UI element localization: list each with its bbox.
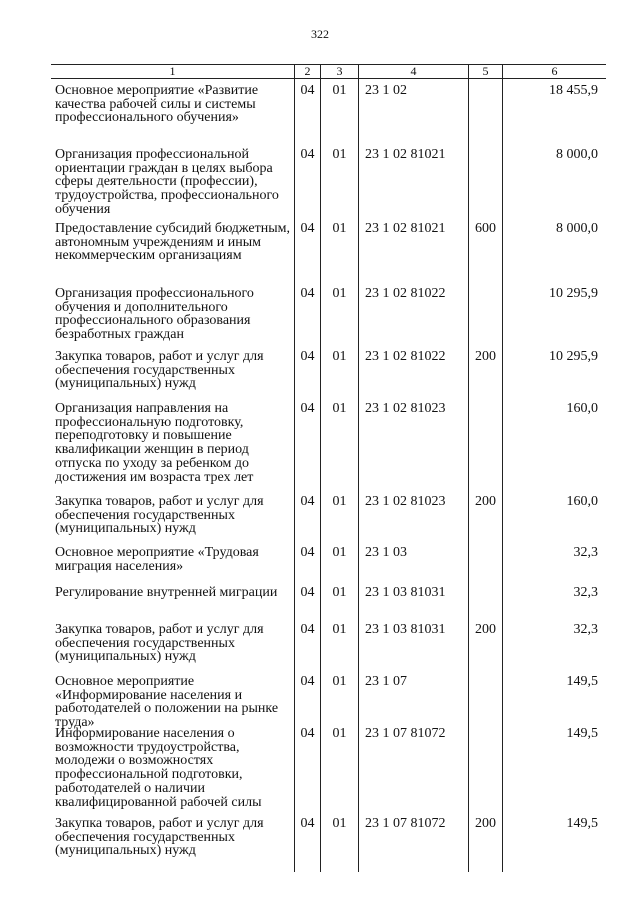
row-description: Закупка товаров, работ и услуг для обеспечения государственных (муниципальных) нужд <box>55 494 264 537</box>
row-col-5 <box>468 397 502 490</box>
row-amount: 160,0 <box>502 490 606 541</box>
table-row <box>51 581 606 618</box>
row-amount: 8 000,0 <box>502 143 606 217</box>
row-col-5: 200 <box>468 812 502 864</box>
row-col-5 <box>468 282 502 345</box>
row-col-5 <box>468 722 502 812</box>
row-col-2: 04 <box>294 812 320 864</box>
table-row <box>51 345 606 397</box>
row-description: Основное мероприятие «Информирование населения и работодателей о положении на рынке труда» <box>55 674 279 731</box>
row-col-4: 23 1 03 81031 <box>358 581 468 618</box>
row-description: Организация профессионального обучения и дополнительного профессионального образования безработных граждан <box>55 286 254 343</box>
row-col-3: 01 <box>320 541 358 581</box>
row-col-3: 01 <box>320 722 358 812</box>
row-col-5: 200 <box>468 345 502 397</box>
row-col-4: 23 1 03 <box>358 541 468 581</box>
row-col-4: 23 1 07 <box>358 670 468 722</box>
row-col-3: 01 <box>320 345 358 397</box>
row-col-4: 23 1 07 81072 <box>358 722 468 812</box>
row-col-2: 04 <box>294 282 320 345</box>
table-header <box>51 64 606 79</box>
row-col-5: 200 <box>468 490 502 541</box>
row-amount: 8 000,0 <box>502 217 606 282</box>
table-row <box>51 722 606 812</box>
table-body <box>51 79 606 864</box>
header-col-6: 6 <box>502 65 606 78</box>
row-col-4: 23 1 02 81022 <box>358 282 468 345</box>
row-col-3: 01 <box>320 812 358 864</box>
table-row <box>51 490 606 541</box>
row-description: Организация направления на профессиональную подготовку, переподготовку и повышение квалификации женщин в период отпуска по уходу за ребенком до достижения им возраста трех лет <box>55 401 254 485</box>
table-row <box>51 282 606 345</box>
row-col-2: 04 <box>294 345 320 397</box>
row-description: Предоставление субсидий бюджетным, автономным учреждениям и иным некоммерческим организациям <box>55 221 291 264</box>
row-description: Регулирование внутренней миграции <box>55 585 278 600</box>
table-row <box>51 397 606 490</box>
row-col-3: 01 <box>320 143 358 217</box>
row-col-2: 04 <box>294 581 320 618</box>
row-col-4: 23 1 02 81023 <box>358 397 468 490</box>
row-amount: 10 295,9 <box>502 345 606 397</box>
row-col-4: 23 1 02 81021 <box>358 217 468 282</box>
row-amount: 160,0 <box>502 397 606 490</box>
row-amount: 32,3 <box>502 541 606 581</box>
row-col-2: 04 <box>294 143 320 217</box>
row-col-5 <box>468 143 502 217</box>
row-col-2: 04 <box>294 618 320 670</box>
row-description: Основное мероприятие «Развитие качества рабочей силы и системы профессионального обучения» <box>55 83 259 126</box>
row-amount: 32,3 <box>502 581 606 618</box>
row-col-3: 01 <box>320 217 358 282</box>
row-col-3: 01 <box>320 79 358 143</box>
row-col-2: 04 <box>294 217 320 282</box>
table-row <box>51 670 606 731</box>
row-col-2: 04 <box>294 670 320 722</box>
row-amount: 149,5 <box>502 722 606 812</box>
row-col-3: 01 <box>320 581 358 618</box>
row-col-3: 01 <box>320 618 358 670</box>
table-row <box>51 812 606 864</box>
row-description: Закупка товаров, работ и услуг для обеспечения государственных (муниципальных) нужд <box>55 622 264 665</box>
budget-table <box>51 64 606 872</box>
row-amount: 10 295,9 <box>502 282 606 345</box>
row-description: Основное мероприятие «Трудовая миграция населения» <box>55 545 259 574</box>
table-row <box>51 618 606 670</box>
row-col-2: 04 <box>294 541 320 581</box>
row-description: Организация профессиональной ориентации граждан в целях выбора сферы деятельности (профессии), трудоустройства, профессионального обучения <box>55 147 279 217</box>
row-col-4: 23 1 02 81023 <box>358 490 468 541</box>
row-col-3: 01 <box>320 490 358 541</box>
row-col-2: 04 <box>294 397 320 490</box>
header-col-4: 4 <box>358 65 468 78</box>
row-col-3: 01 <box>320 397 358 490</box>
header-col-1: 1 <box>169 64 176 78</box>
row-amount: 149,5 <box>502 670 606 722</box>
row-amount: 18 455,9 <box>502 79 606 143</box>
table-row <box>51 79 606 143</box>
row-col-4: 23 1 02 81022 <box>358 345 468 397</box>
row-col-4: 23 1 02 <box>358 79 468 143</box>
row-amount: 32,3 <box>502 618 606 670</box>
row-col-5 <box>468 581 502 618</box>
table-row <box>51 143 606 217</box>
header-col-2: 2 <box>294 65 320 78</box>
header-col-3: 3 <box>320 65 358 78</box>
row-description: Закупка товаров, работ и услуг для обеспечения государственных (муниципальных) нужд <box>55 816 264 859</box>
row-col-2: 04 <box>294 722 320 812</box>
row-col-5: 600 <box>468 217 502 282</box>
row-col-5 <box>468 670 502 722</box>
row-col-5: 200 <box>468 618 502 670</box>
row-description: Закупка товаров, работ и услуг для обеспечения государственных (муниципальных) нужд <box>55 349 264 392</box>
row-col-3: 01 <box>320 282 358 345</box>
row-col-4: 23 1 02 81021 <box>358 143 468 217</box>
row-col-4: 23 1 03 81031 <box>358 618 468 670</box>
row-col-4: 23 1 07 81072 <box>358 812 468 864</box>
row-col-5 <box>468 79 502 143</box>
row-amount: 149,5 <box>502 812 606 864</box>
row-col-3: 01 <box>320 670 358 722</box>
table-row <box>51 217 606 282</box>
row-description: Информирование населения о возможности трудоустройства, молодежи о возможностях профессиональной подготовки, работодателей о наличии квалифицированной рабочей силы <box>55 726 262 810</box>
table-row <box>51 541 606 581</box>
row-col-2: 04 <box>294 79 320 143</box>
row-col-5 <box>468 541 502 581</box>
header-col-5: 5 <box>468 65 502 78</box>
table-tail <box>51 864 606 872</box>
row-col-2: 04 <box>294 490 320 541</box>
page-number: 322 <box>311 27 329 41</box>
